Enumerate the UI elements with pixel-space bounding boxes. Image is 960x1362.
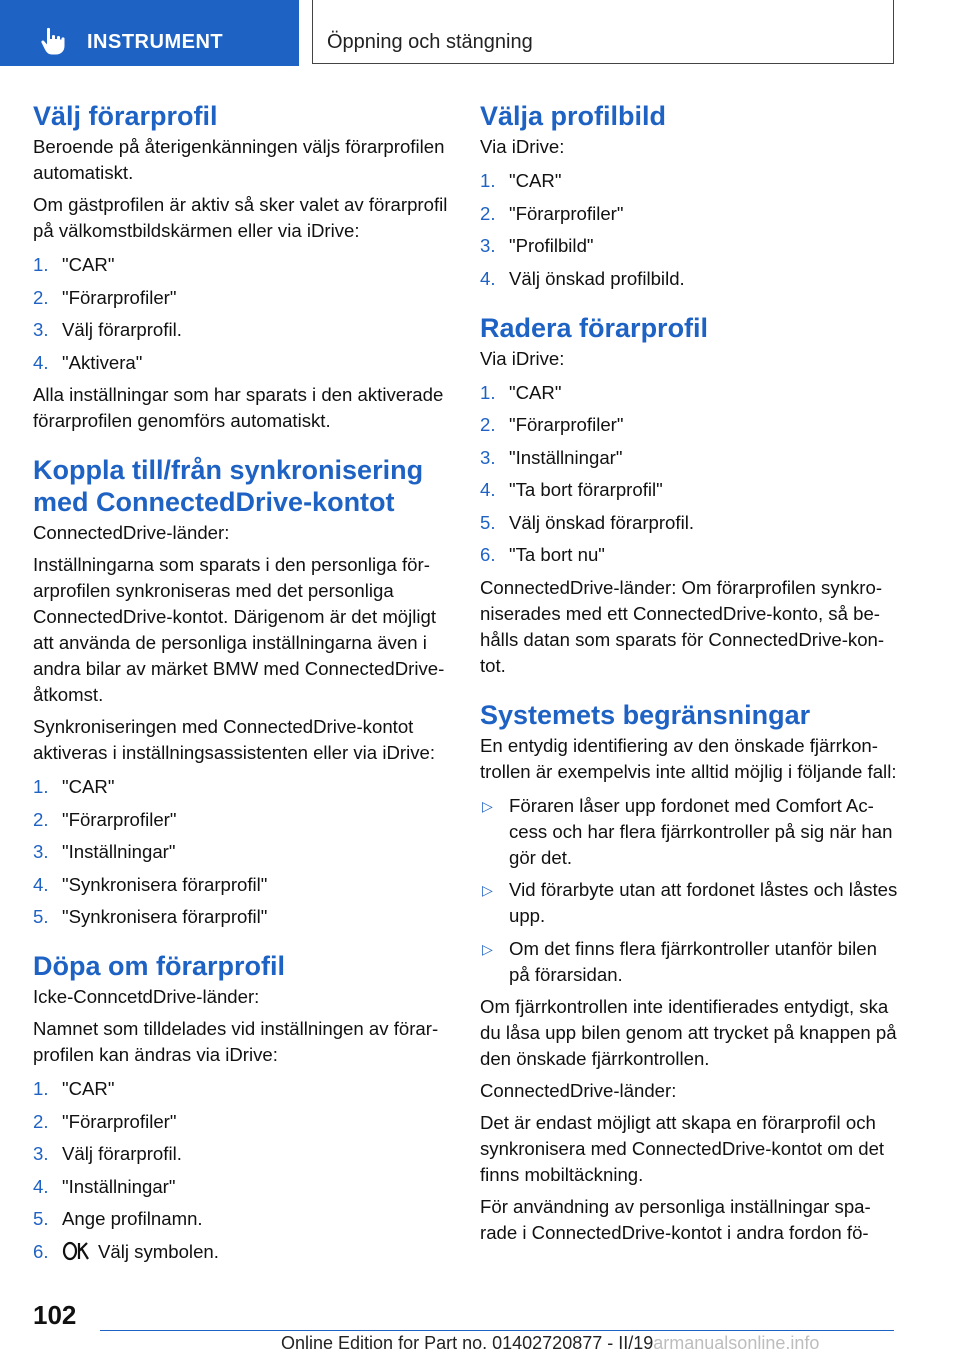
- step-text: Välj önskad förarprofil.: [509, 511, 694, 533]
- footer-divider: [100, 1330, 894, 1331]
- bullet-text: Föraren låser upp fordonet med Comfort Access och har flera fjärrkontroller på sig när han gör det.: [509, 794, 893, 868]
- step-number: 4.: [33, 873, 49, 895]
- step-text: Välj förarprofil.: [62, 319, 182, 340]
- step-list: [480, 168, 898, 292]
- step-text: "Förarprofiler": [62, 808, 177, 830]
- step-number: 1.: [33, 254, 49, 275]
- step-text: Välj symbolen.: [98, 1240, 219, 1262]
- watermark-site: armanualsonline.info: [653, 1333, 820, 1353]
- step-list: [33, 1076, 451, 1265]
- paragraph: Inställningarna som sparats i den personliga förarprofilen synkroniseras med det personliga ConnectedDrive-kontot. Därigenom är det möjligt att använda de personliga inställningarna även i andra bilar av märket BMW med ConnectedDrive-åtkomst.: [33, 554, 445, 705]
- bullet-text: Om det finns flera fjärrkontroller utanför bilen på förarsidan.: [509, 937, 877, 985]
- list-item: [480, 477, 898, 503]
- list-item: [480, 380, 898, 406]
- step-number: 2.: [33, 808, 49, 830]
- step-text: "Ta bort nu": [509, 544, 605, 565]
- step-number: 2.: [480, 202, 496, 224]
- bullet-list: [480, 793, 898, 988]
- paragraph: Namnet som tilldelades vid inställningen av förarprofilen kan ändras via iDrive:: [33, 1018, 439, 1065]
- heading-delete-driver-profile: Radera förarprofil: [480, 312, 709, 343]
- list-item: [33, 1206, 451, 1232]
- step-number: 6.: [480, 544, 496, 565]
- triangle-bullet-icon: ▷: [482, 882, 493, 898]
- list-item: [33, 872, 451, 898]
- paragraph: Via iDrive:: [480, 347, 565, 369]
- step-number: 5.: [33, 1208, 49, 1229]
- list-item: [33, 252, 451, 278]
- paragraph: För användning av personliga inställningar sparade i ConnectedDrive-kontot i andra fordon fö-: [480, 1196, 871, 1243]
- step-text: "Förarprofiler": [62, 1110, 177, 1132]
- paragraph: Om fjärrkontrollen inte identifierades entydigt, ska du låsa upp bilen genom att trycket på knappen på den önskade fjärrkontrollen.: [480, 996, 897, 1069]
- step-number: 2.: [33, 1110, 49, 1132]
- list-item: [480, 445, 898, 471]
- step-number: 4.: [480, 479, 496, 500]
- step-number: 2.: [33, 286, 49, 308]
- paragraph: Alla inställningar som har sparats i den aktiverade förarprofilen genomförs automatiskt.: [33, 384, 444, 431]
- step-list: [480, 380, 898, 569]
- paragraph: ConnectedDrive-länder: Om förarprofilen synkroniserades med ett ConnectedDrive-konto, så behålls datan som sparats för ConnectedDrive-kontot.: [480, 576, 885, 676]
- paragraph: Beroende på återigenkänningen väljs förarprofilen automatiskt.: [33, 136, 445, 183]
- paragraph: ConnectedDrive-länder:: [33, 522, 230, 543]
- step-text: "CAR": [509, 170, 562, 191]
- list-item: [33, 839, 451, 865]
- step-text: "CAR": [62, 254, 115, 275]
- step-number: 1.: [33, 776, 49, 797]
- step-number: 3.: [480, 235, 496, 256]
- chapter-tab: [0, 0, 299, 66]
- list-item: [33, 1239, 451, 1265]
- list-item: [33, 317, 451, 343]
- footer-edition: [281, 1333, 819, 1354]
- section-header: [312, 0, 894, 64]
- step-number: 3.: [33, 319, 49, 340]
- step-number: 2.: [480, 414, 496, 435]
- step-text: "Förarprofiler": [509, 202, 624, 224]
- chapter-label: INSTRUMENT: [87, 31, 224, 53]
- triangle-bullet-icon: ▷: [482, 940, 493, 957]
- list-item: [33, 1141, 451, 1167]
- paragraph: Synkroniseringen med ConnectedDrive-kontot aktiveras i inställningsassistenten eller via iDrive:: [33, 716, 435, 763]
- paragraph: ConnectedDrive-länder:: [480, 1080, 677, 1101]
- step-text: "Synkronisera förarprofil": [62, 906, 268, 927]
- step-number: 5.: [33, 906, 49, 927]
- step-text: "CAR": [62, 776, 115, 797]
- list-item: [480, 233, 898, 259]
- list-item: [480, 793, 898, 871]
- step-text: "Förarprofiler": [509, 414, 624, 435]
- step-text: "Inställningar": [62, 841, 176, 862]
- step-number: 4.: [480, 267, 496, 289]
- list-item: [33, 350, 451, 376]
- list-item: [480, 510, 898, 536]
- list-item: [33, 774, 451, 800]
- paragraph: Via iDrive:: [480, 136, 565, 157]
- paragraph: Om gästprofilen är aktiv så sker valet av förarprofil på välkomstbildskärmen eller via iDrive:: [33, 194, 448, 241]
- step-text: "Inställningar": [509, 446, 623, 468]
- step-number: 5.: [480, 511, 496, 533]
- page-number: 102: [33, 1300, 77, 1330]
- step-number: 1.: [480, 381, 496, 403]
- step-text: "Aktivera": [62, 351, 143, 373]
- list-item: [33, 1174, 451, 1200]
- paragraph: En entydig identifiering av den önskade fjärrkontrollen är exempelvis inte alltid möjlig i följande fall:: [480, 734, 897, 782]
- hand-pointer-icon: [38, 26, 68, 56]
- heading-select-driver-profile: Välj förarprofil: [33, 101, 218, 131]
- list-item: [480, 412, 898, 438]
- right-column: [480, 100, 898, 1252]
- step-text: "Profilbild": [509, 235, 594, 256]
- list-item: [480, 168, 898, 194]
- step-number: 3.: [33, 1143, 49, 1164]
- step-number: 6.: [33, 1240, 49, 1262]
- step-text: "Ta bort förarprofil": [509, 479, 663, 500]
- step-list: [33, 252, 451, 376]
- triangle-bullet-icon: ▷: [482, 797, 493, 814]
- heading-sync-connecteddrive: Koppla till/från synkronisering med ConnectedDrive-kontot: [33, 455, 424, 517]
- paragraph: Det är endast möjligt att skapa en förarprofil och synkronisera med ConnectedDrive-kontot om det finns mobiltäckning.: [480, 1112, 885, 1185]
- edition-text: Online Edition for Part no. 01402720877 - II/19: [281, 1333, 654, 1353]
- step-text: Välj förarprofil.: [62, 1143, 182, 1164]
- list-item: [480, 936, 898, 988]
- heading-system-limitations: Systemets begränsningar: [480, 699, 811, 730]
- step-number: 4.: [33, 351, 49, 373]
- step-text: "CAR": [509, 381, 562, 403]
- ok-check-icon: [62, 1241, 92, 1261]
- list-item: [33, 807, 451, 833]
- left-column: [33, 100, 451, 1271]
- list-item: [33, 1076, 451, 1102]
- step-number: 3.: [480, 446, 496, 468]
- section-label: Öppning och stängning: [327, 31, 533, 53]
- step-text: "Förarprofiler": [62, 286, 177, 308]
- step-text: Välj önskad profilbild.: [509, 267, 685, 289]
- list-item: [480, 877, 898, 929]
- list-item: [33, 285, 451, 311]
- step-list: [33, 774, 451, 930]
- heading-rename-driver-profile: Döpa om förarprofil: [33, 951, 286, 981]
- step-text: "CAR": [62, 1078, 115, 1099]
- step-number: 1.: [480, 170, 496, 191]
- step-number: 1.: [33, 1078, 49, 1099]
- step-number: 3.: [33, 841, 49, 862]
- paragraph: Icke-ConncetdDrive-länder:: [33, 986, 260, 1007]
- step-text: "Synkronisera förarprofil": [62, 873, 268, 895]
- step-text: "Inställningar": [62, 1175, 176, 1197]
- list-item: [480, 266, 898, 292]
- list-item: [480, 201, 898, 227]
- list-item: [480, 542, 898, 568]
- heading-select-profile-picture: Välja profilbild: [480, 101, 667, 131]
- list-item: [33, 1109, 451, 1135]
- step-text: Ange profilnamn.: [62, 1208, 203, 1229]
- bullet-text: Vid förarbyte utan att fordonet låstes och låstes upp.: [509, 879, 898, 926]
- list-item: [33, 904, 451, 930]
- step-number: 4.: [33, 1175, 49, 1197]
